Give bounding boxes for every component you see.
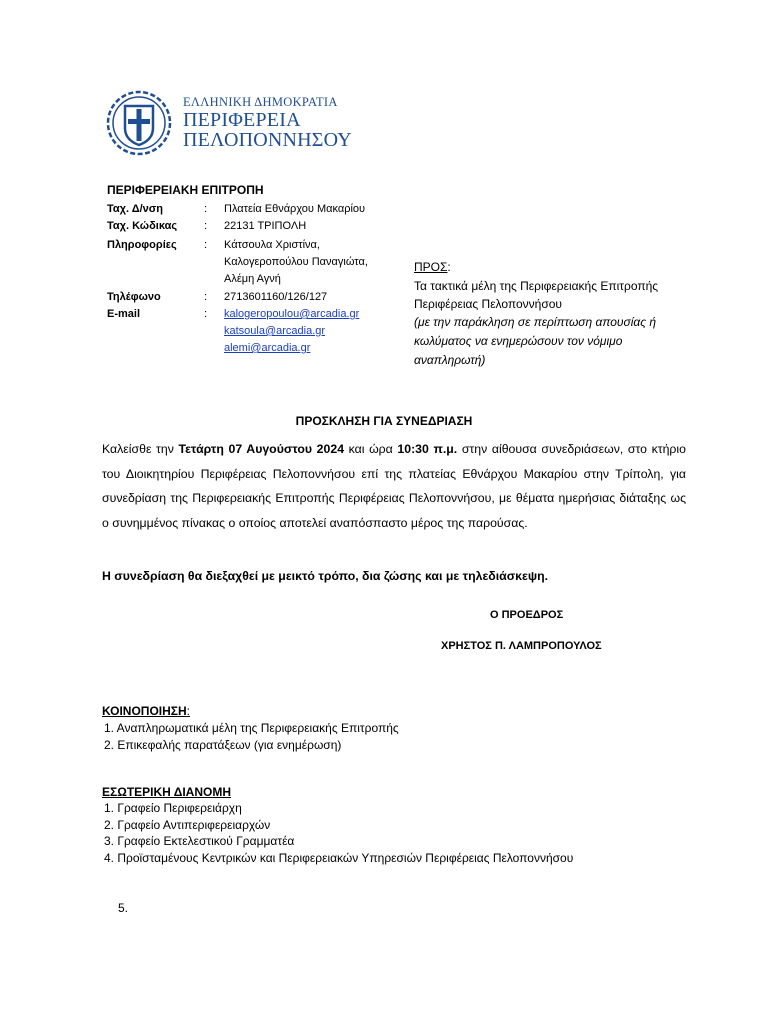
recipient-line-2: Περιφέρειας Πελοποννήσου xyxy=(414,297,562,311)
address-value: Πλατεία Εθνάρχου Μακαρίου xyxy=(224,203,366,215)
recipient-note-3: αναπληρωτή) xyxy=(414,353,486,367)
email-link-alemi[interactable]: alemi@arcadia.gr xyxy=(224,342,311,354)
notification-item-1: 1. Αναπληρωματικά μέλη της Περιφερειακής Επιτροπής xyxy=(104,721,399,735)
info-colon: : xyxy=(204,239,208,251)
invitation-text-c: στην αίθουσα συνεδριάσεων, στο κτήριο του Διοικητηρίου Περιφέρειας Πελοποννήσου επί της πλατείας Εθνάρχου Μακαρίου στην Τρίπολη, για συνεδρίαση της Περιφερειακής Επιτροπής Περιφέρειας Πελοποννήσου, με θέματα ημερήσιας διάταξης ως ο συνημμένος πίνακας ο οποίος αποτελεί αναπόσπαστο μέρος της παρούσας. xyxy=(102,442,686,530)
email-link-kalogeropoulou[interactable]: kalogeropoulou@arcadia.gr xyxy=(224,308,360,320)
internal-item-1: 1. Γραφείο Περιφερειάρχη xyxy=(104,801,242,815)
invitation-paragraph xyxy=(102,437,686,535)
info-contact-3: Αλέμη Αγνή xyxy=(224,273,281,285)
invitation-title: ΠΡΟΣΚΛΗΣΗ ΓΙΑ ΣΥΝΕΔΡΙΑΣΗ xyxy=(295,414,473,428)
meeting-time: 10:30 π.μ. xyxy=(397,442,458,456)
info-label: Πληροφορίες xyxy=(107,239,177,251)
internal-item-2: 2. Γραφείο Αντιπεριφερειαρχών xyxy=(104,818,271,832)
invitation-text-a: Καλείσθε την xyxy=(102,442,179,456)
recipient-header xyxy=(414,260,451,274)
address-label: Ταχ. Δ/νση xyxy=(107,203,164,215)
president-title: Ο ΠΡΟΕΔΡΟΣ xyxy=(490,609,564,621)
invitation-text-b: και ώρα xyxy=(344,442,398,456)
info-contact-1: Κάτσουλα Χριστίνα, xyxy=(224,239,320,251)
recipient-note-2: κωλύματος να ενημερώσουν τον νόμιμο xyxy=(414,334,623,348)
phone-value: 2713601160/126/127 xyxy=(224,291,328,303)
email-label: E-mail xyxy=(107,308,141,320)
notification-colon: : xyxy=(186,704,190,718)
president-name: ΧΡΗΣΤΟΣ Π. ΛΑΜΠΡΟΠΟΥΛΟΣ xyxy=(441,640,602,652)
org-name-line1: ΠΕΡΙΦΕΡΕΙΑ xyxy=(183,109,301,131)
email-link-katsoula[interactable]: katsoula@arcadia.gr xyxy=(224,325,326,337)
email-colon: : xyxy=(204,308,208,320)
phone-colon: : xyxy=(204,291,208,303)
meeting-date: Τετάρτη 07 Αυγούστου 2024 xyxy=(178,442,345,456)
phone-label: Τηλέφωνο xyxy=(107,291,161,303)
greek-state-emblem-icon xyxy=(106,90,172,156)
info-contact-2: Καλογεροπούλου Παναγιώτα, xyxy=(224,256,368,268)
notification-item-2: 2. Επικεφαλής παρατάξεων (για ενημέρωση) xyxy=(104,738,342,752)
postcode-value: 22131 ΤΡΙΠΟΛΗ xyxy=(224,220,307,232)
recipient-label-colon: : xyxy=(447,260,451,274)
notification-label: ΚΟΙΝΟΠΟΙΗΣΗ xyxy=(102,704,187,718)
meeting-mode-note: Η συνεδρίαση θα διεξαχθεί με μεικτό τρόπο, δια ζώσης και με τηλεδιάσκεψη. xyxy=(102,569,549,583)
postcode-colon: : xyxy=(204,220,208,232)
internal-item-3: 3. Γραφείο Εκτελεστικού Γραμματέα xyxy=(104,834,295,848)
department-title: ΠΕΡΙΦΕΡΕΙΑΚΗ ΕΠΙΤΡΟΠΗ xyxy=(107,183,264,197)
org-name-line2: ΠΕΛΟΠΟΝΝΗΣΟΥ xyxy=(183,129,352,151)
internal-distribution-header: ΕΣΩΤΕΡΙΚΗ ΔΙΑΝΟΜΗ xyxy=(102,785,232,799)
recipient-note-1: (με την παράκληση σε περίπτωση απουσίας ή xyxy=(414,315,657,329)
org-country: ΕΛΛΗΝΙΚΗ ΔΗΜΟΚΡΑΤΙΑ xyxy=(183,95,338,109)
internal-item-5: 5. xyxy=(118,901,129,915)
internal-item-4: 4. Προϊσταμένους Κεντρικών και Περιφερειακών Υπηρεσιών Περιφέρειας Πελοποννήσου xyxy=(104,851,574,865)
address-colon: : xyxy=(204,203,208,215)
notification-header xyxy=(102,704,190,718)
postcode-label: Ταχ. Κώδικας xyxy=(107,220,178,232)
recipient-label: ΠΡΟΣ xyxy=(414,260,448,274)
recipient-line-1: Τα τακτικά μέλη της Περιφερειακής Επιτροπής xyxy=(414,279,659,293)
